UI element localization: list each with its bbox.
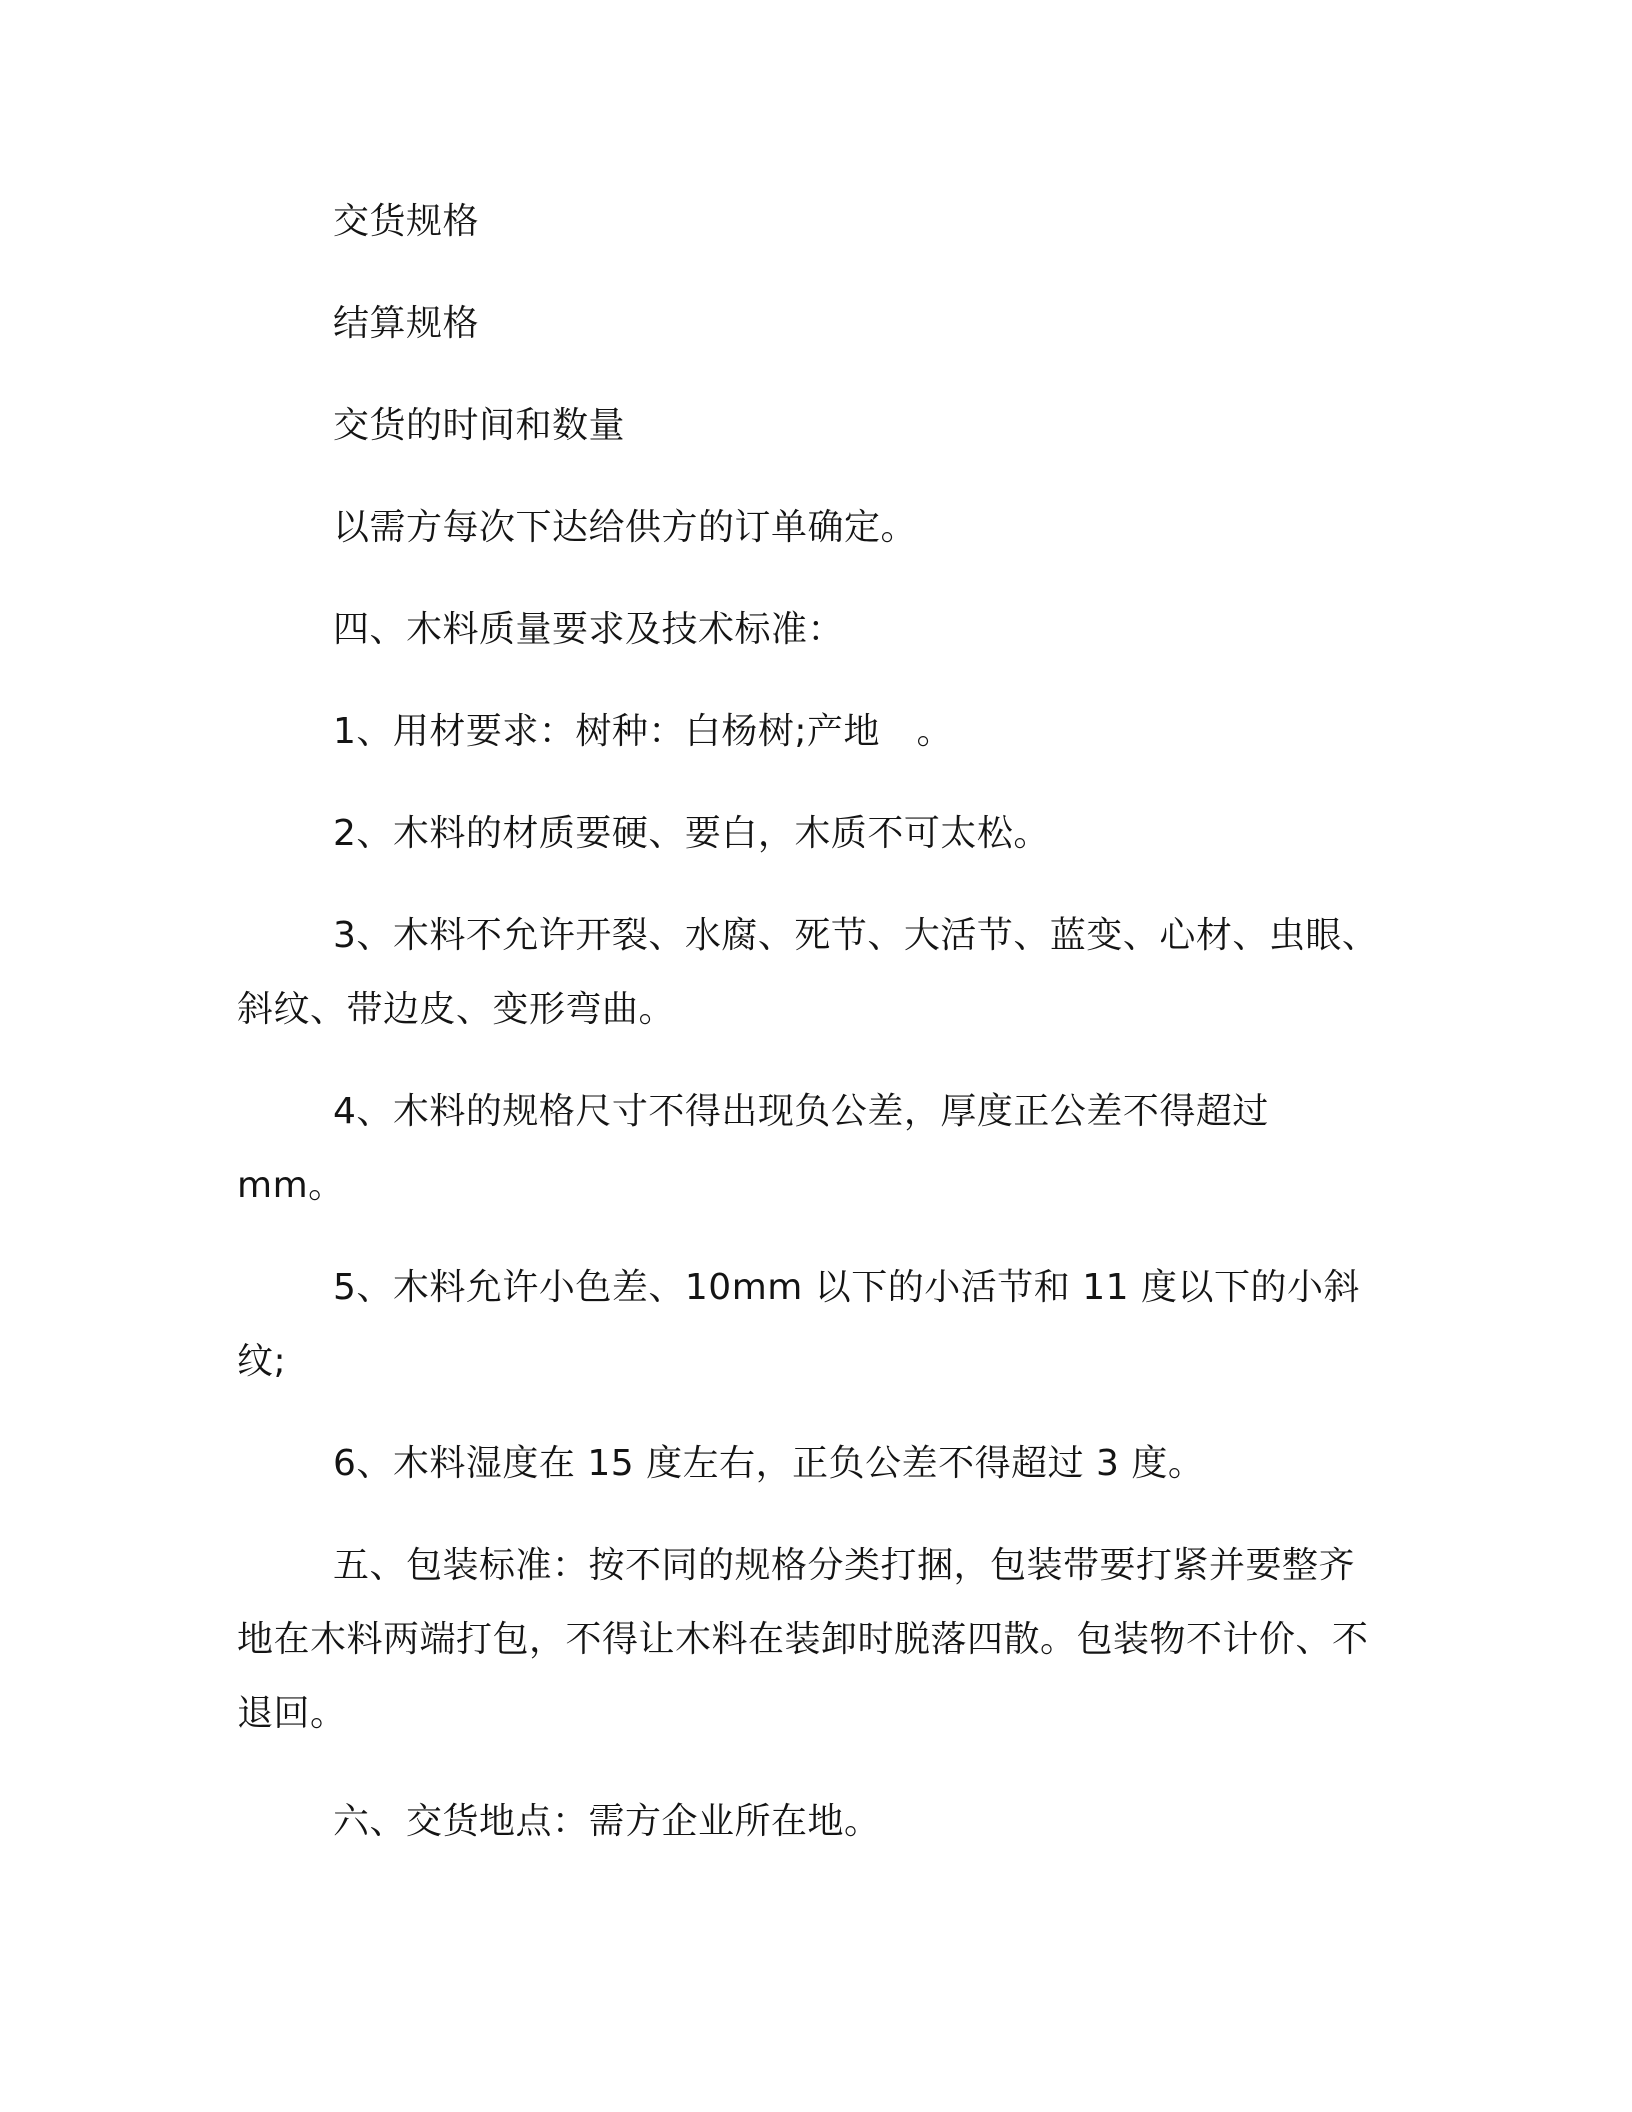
paragraph-dimension-tolerance: 4、木料的规格尺寸不得出现负公差，厚度正公差不得超过 mm。 bbox=[237, 1091, 1269, 1206]
paragraph-delivery-location: 六、交货地点：需方企业所在地。 bbox=[333, 1801, 881, 1842]
document-body bbox=[237, 185, 1387, 1887]
paragraph-material-requirement: 1、用材要求：树种：白杨树;产地 。 bbox=[333, 711, 954, 752]
paragraph-delivery-time-quantity: 交货的时间和数量 bbox=[333, 405, 626, 446]
paragraph-moisture: 6、木料湿度在 15 度左右，正负公差不得超过 3 度。 bbox=[333, 1443, 1205, 1484]
paragraph-delivery-spec: 交货规格 bbox=[333, 201, 480, 242]
heading-quality-requirements: 四、木料质量要求及技术标准： bbox=[333, 609, 845, 650]
paragraph-allowed-defects: 5、木料允许小色差、10mm 以下的小活节和 11 度以下的小斜纹; bbox=[237, 1267, 1360, 1382]
paragraph-defects-not-allowed: 3、木料不允许开裂、水腐、死节、大活节、蓝变、心材、虫眼、斜纹、带边皮、变形弯曲。 bbox=[237, 915, 1379, 1030]
paragraph-packaging-standard: 五、包装标准：按不同的规格分类打捆，包装带要打紧并要整齐地在木料两端打包，不得让木料在装卸时脱落四散。包装物不计价、不退回。 bbox=[237, 1545, 1369, 1734]
paragraph-order-confirmation: 以需方每次下达给供方的订单确定。 bbox=[333, 507, 918, 548]
paragraph-material-hardness: 2、木料的材质要硬、要白，木质不可太松。 bbox=[333, 813, 1050, 854]
paragraph-settlement-spec: 结算规格 bbox=[333, 303, 480, 344]
